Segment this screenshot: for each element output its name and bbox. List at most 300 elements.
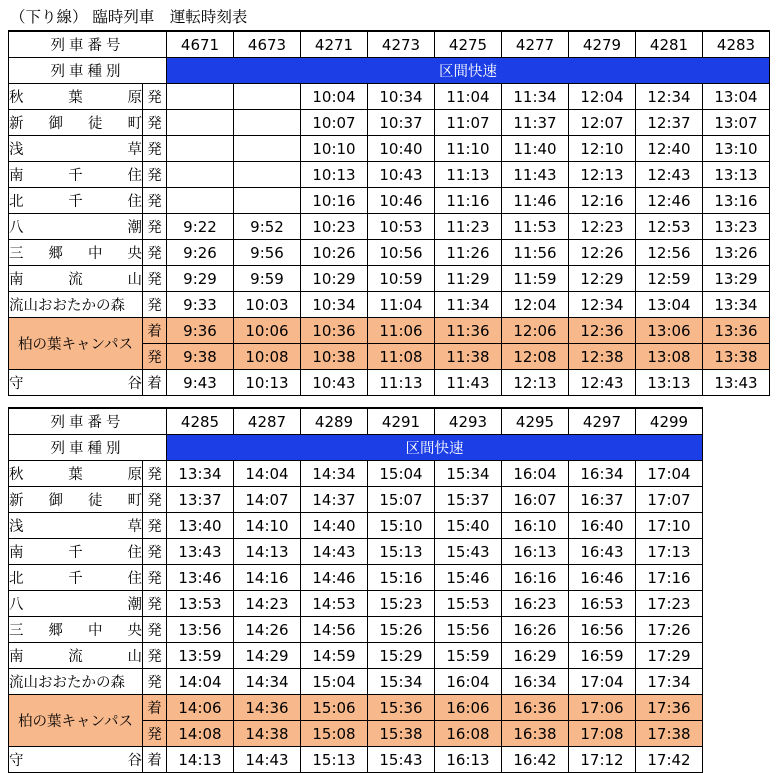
- train-type-row: [9, 435, 703, 461]
- time-cell: 11:36: [435, 318, 502, 344]
- time-cell: 14:26: [234, 617, 301, 643]
- time-cell: 17:13: [636, 539, 703, 565]
- time-cell: [167, 136, 234, 162]
- time-cell: 14:37: [301, 487, 368, 513]
- time-cell: 13:38: [703, 344, 770, 370]
- train-number: 4297: [569, 408, 636, 435]
- time-cell: 12:13: [502, 370, 569, 396]
- time-cell: 13:37: [167, 487, 234, 513]
- time-cell: 16:38: [502, 721, 569, 747]
- train-number: 4275: [435, 31, 502, 58]
- station-row: [9, 292, 770, 318]
- time-cell: 15:59: [435, 643, 502, 669]
- time-cell: 12:43: [636, 162, 703, 188]
- time-cell: 9:26: [167, 240, 234, 266]
- time-cell: 9:52: [234, 214, 301, 240]
- time-cell: 13:46: [167, 565, 234, 591]
- direction-label: 発: [143, 721, 167, 747]
- direction-label: 発: [143, 539, 167, 565]
- time-cell: 11:16: [435, 188, 502, 214]
- time-cell: 13:08: [636, 344, 703, 370]
- time-cell: 14:10: [234, 513, 301, 539]
- time-cell: [167, 188, 234, 214]
- time-cell: 11:34: [502, 84, 569, 110]
- time-cell: 10:04: [301, 84, 368, 110]
- time-cell: 10:26: [301, 240, 368, 266]
- time-cell: 12:46: [636, 188, 703, 214]
- station-name: 流山おおたかの森: [9, 292, 143, 318]
- time-cell: 13:40: [167, 513, 234, 539]
- time-cell: 9:36: [167, 318, 234, 344]
- time-cell: 10:59: [368, 266, 435, 292]
- time-cell: 14:29: [234, 643, 301, 669]
- time-cell: 15:13: [368, 539, 435, 565]
- time-cell: 15:07: [368, 487, 435, 513]
- time-cell: 17:04: [569, 669, 636, 695]
- time-cell: 10:07: [301, 110, 368, 136]
- time-cell: 12:04: [502, 292, 569, 318]
- direction-label: 発: [143, 513, 167, 539]
- time-cell: 12:07: [569, 110, 636, 136]
- time-cell: 11:29: [435, 266, 502, 292]
- time-cell: 10:23: [301, 214, 368, 240]
- time-cell: 12:26: [569, 240, 636, 266]
- time-cell: 14:34: [301, 461, 368, 487]
- time-cell: 16:07: [502, 487, 569, 513]
- time-cell: 12:10: [569, 136, 636, 162]
- time-cell: 13:13: [636, 370, 703, 396]
- page-title: （下り線） 臨時列車 運転時刻表: [10, 8, 248, 26]
- time-cell: 16:26: [502, 617, 569, 643]
- station-row: [9, 84, 770, 110]
- direction-label: 発: [143, 617, 167, 643]
- time-cell: 13:43: [167, 539, 234, 565]
- train-type-header: 列車種別: [9, 58, 167, 84]
- time-cell: 10:08: [234, 344, 301, 370]
- direction-label: 発: [143, 84, 167, 110]
- time-cell: 10:46: [368, 188, 435, 214]
- time-cell: 17:08: [569, 721, 636, 747]
- station-name: 浅草: [9, 136, 143, 162]
- time-cell: 10:10: [301, 136, 368, 162]
- time-cell: 16:13: [435, 747, 502, 773]
- train-number: 4671: [167, 31, 234, 58]
- station-name: 柏の葉キャンパス: [9, 695, 143, 747]
- time-cell: 15:56: [435, 617, 502, 643]
- time-cell: 15:43: [435, 539, 502, 565]
- station-row: [9, 487, 703, 513]
- kashiwa-arrival-row: [9, 695, 703, 721]
- direction-label: 発: [143, 214, 167, 240]
- time-cell: 15:04: [301, 669, 368, 695]
- direction-label: 発: [143, 266, 167, 292]
- time-cell: 11:43: [502, 162, 569, 188]
- station-row: [9, 266, 770, 292]
- time-cell: 14:04: [234, 461, 301, 487]
- time-cell: 12:08: [502, 344, 569, 370]
- time-cell: 15:37: [435, 487, 502, 513]
- time-cell: 14:38: [234, 721, 301, 747]
- direction-label: 発: [143, 110, 167, 136]
- time-cell: 17:16: [636, 565, 703, 591]
- train-number-header: 列車番号: [9, 408, 167, 435]
- time-cell: 15:06: [301, 695, 368, 721]
- direction-label: 発: [143, 188, 167, 214]
- station-name: 守谷: [9, 747, 143, 773]
- time-cell: 14:43: [234, 747, 301, 773]
- time-cell: 16:34: [502, 669, 569, 695]
- time-cell: 11:34: [435, 292, 502, 318]
- time-cell: 13:26: [703, 240, 770, 266]
- direction-label: 着: [143, 747, 167, 773]
- train-number: 4285: [167, 408, 234, 435]
- time-cell: 11:53: [502, 214, 569, 240]
- time-cell: 16:59: [569, 643, 636, 669]
- station-name: 秋葉原: [9, 84, 143, 110]
- station-name: 八潮: [9, 591, 143, 617]
- train-number-header: 列車番号: [9, 31, 167, 58]
- time-cell: 16:29: [502, 643, 569, 669]
- direction-label: 着: [143, 318, 167, 344]
- time-cell: 14:59: [301, 643, 368, 669]
- time-cell: 15:10: [368, 513, 435, 539]
- time-cell: 10:43: [368, 162, 435, 188]
- time-cell: 15:13: [301, 747, 368, 773]
- time-cell: 12:34: [636, 84, 703, 110]
- time-cell: 17:23: [636, 591, 703, 617]
- time-cell: 16:16: [502, 565, 569, 591]
- time-cell: 16:56: [569, 617, 636, 643]
- train-number: 4277: [502, 31, 569, 58]
- time-cell: [167, 84, 234, 110]
- time-cell: 14:13: [234, 539, 301, 565]
- direction-label: 発: [143, 669, 167, 695]
- direction-label: 発: [143, 344, 167, 370]
- time-cell: 16:36: [502, 695, 569, 721]
- time-cell: 14:04: [167, 669, 234, 695]
- time-cell: 9:33: [167, 292, 234, 318]
- timetable-lower: [8, 407, 703, 773]
- train-number: 4673: [234, 31, 301, 58]
- station-name: 北千住: [9, 188, 143, 214]
- time-cell: [167, 162, 234, 188]
- station-row: [9, 617, 703, 643]
- time-cell: 16:08: [435, 721, 502, 747]
- time-cell: 14:56: [301, 617, 368, 643]
- time-cell: 13:43: [703, 370, 770, 396]
- time-cell: 11:40: [502, 136, 569, 162]
- time-cell: 10:40: [368, 136, 435, 162]
- time-cell: 14:34: [234, 669, 301, 695]
- time-cell: 17:42: [636, 747, 703, 773]
- time-cell: 12:43: [569, 370, 636, 396]
- time-cell: 11:13: [435, 162, 502, 188]
- train-number: 4287: [234, 408, 301, 435]
- time-cell: 12:29: [569, 266, 636, 292]
- train-number: 4295: [502, 408, 569, 435]
- direction-label: 着: [143, 695, 167, 721]
- time-cell: 16:42: [502, 747, 569, 773]
- time-cell: 13:56: [167, 617, 234, 643]
- station-row: [9, 162, 770, 188]
- station-row: [9, 188, 770, 214]
- train-number: 4279: [569, 31, 636, 58]
- time-cell: 9:38: [167, 344, 234, 370]
- direction-label: 着: [143, 370, 167, 396]
- direction-label: 発: [143, 292, 167, 318]
- time-cell: 11:13: [368, 370, 435, 396]
- time-cell: 14:53: [301, 591, 368, 617]
- train-type-badge: 区間快速: [167, 58, 770, 84]
- time-cell: 16:23: [502, 591, 569, 617]
- direction-label: 発: [143, 136, 167, 162]
- time-cell: 14:43: [301, 539, 368, 565]
- time-cell: 10:34: [301, 292, 368, 318]
- time-cell: 17:26: [636, 617, 703, 643]
- time-cell: 9:56: [234, 240, 301, 266]
- time-cell: 10:43: [301, 370, 368, 396]
- time-cell: 12:13: [569, 162, 636, 188]
- time-cell: 16:34: [569, 461, 636, 487]
- time-cell: 11:37: [502, 110, 569, 136]
- time-cell: 10:37: [368, 110, 435, 136]
- time-cell: 14:36: [234, 695, 301, 721]
- station-row: [9, 669, 703, 695]
- time-cell: 17:10: [636, 513, 703, 539]
- station-row: [9, 539, 703, 565]
- time-cell: 14:16: [234, 565, 301, 591]
- time-cell: 15:04: [368, 461, 435, 487]
- time-cell: [234, 188, 301, 214]
- station-row: [9, 240, 770, 266]
- time-cell: 13:07: [703, 110, 770, 136]
- time-cell: 12:04: [569, 84, 636, 110]
- time-cell: 11:08: [368, 344, 435, 370]
- station-name: 南千住: [9, 162, 143, 188]
- train-type-row: [9, 58, 770, 84]
- time-cell: 14:08: [167, 721, 234, 747]
- time-cell: 16:46: [569, 565, 636, 591]
- time-cell: 9:43: [167, 370, 234, 396]
- train-number: 4283: [703, 31, 770, 58]
- station-name: 三郷中央: [9, 240, 143, 266]
- train-number: 4271: [301, 31, 368, 58]
- time-cell: 17:36: [636, 695, 703, 721]
- time-cell: 17:38: [636, 721, 703, 747]
- time-cell: 13:53: [167, 591, 234, 617]
- train-type-header: 列車種別: [9, 435, 167, 461]
- time-cell: 16:43: [569, 539, 636, 565]
- time-cell: 11:04: [435, 84, 502, 110]
- time-cell: 13:34: [703, 292, 770, 318]
- time-cell: 15:26: [368, 617, 435, 643]
- station-name: 守谷: [9, 370, 143, 396]
- time-cell: 12:56: [636, 240, 703, 266]
- train-number: 4289: [301, 408, 368, 435]
- time-cell: 14:46: [301, 565, 368, 591]
- kashiwa-arrival-row: [9, 318, 770, 344]
- station-row: [9, 513, 703, 539]
- time-cell: 14:13: [167, 747, 234, 773]
- station-row: [9, 214, 770, 240]
- train-number: 4291: [368, 408, 435, 435]
- station-row: [9, 747, 703, 773]
- train-number: 4273: [368, 31, 435, 58]
- time-cell: 13:06: [636, 318, 703, 344]
- time-cell: 13:10: [703, 136, 770, 162]
- direction-label: 発: [143, 487, 167, 513]
- train-type-badge: 区間快速: [167, 435, 703, 461]
- time-cell: 15:40: [435, 513, 502, 539]
- station-row: [9, 643, 703, 669]
- direction-label: 発: [143, 461, 167, 487]
- time-cell: [167, 110, 234, 136]
- time-cell: 16:10: [502, 513, 569, 539]
- direction-label: 発: [143, 240, 167, 266]
- time-cell: 10:03: [234, 292, 301, 318]
- time-cell: 10:34: [368, 84, 435, 110]
- time-cell: 13:13: [703, 162, 770, 188]
- station-name: 新御徒町: [9, 487, 143, 513]
- time-cell: 11:43: [435, 370, 502, 396]
- time-cell: 16:04: [435, 669, 502, 695]
- time-cell: 15:43: [368, 747, 435, 773]
- time-cell: 10:13: [234, 370, 301, 396]
- time-cell: 9:29: [167, 266, 234, 292]
- time-cell: 10:13: [301, 162, 368, 188]
- time-cell: 11:10: [435, 136, 502, 162]
- time-cell: 15:08: [301, 721, 368, 747]
- time-cell: 15:36: [368, 695, 435, 721]
- time-cell: 15:46: [435, 565, 502, 591]
- time-cell: 14:40: [301, 513, 368, 539]
- time-cell: 11:06: [368, 318, 435, 344]
- time-cell: 16:53: [569, 591, 636, 617]
- time-cell: 11:04: [368, 292, 435, 318]
- time-cell: [234, 136, 301, 162]
- time-cell: 11:56: [502, 240, 569, 266]
- time-cell: 14:23: [234, 591, 301, 617]
- time-cell: 13:16: [703, 188, 770, 214]
- time-cell: 15:34: [435, 461, 502, 487]
- time-cell: 13:23: [703, 214, 770, 240]
- time-cell: [234, 110, 301, 136]
- time-cell: 16:04: [502, 461, 569, 487]
- station-name: 三郷中央: [9, 617, 143, 643]
- station-name: 南流山: [9, 266, 143, 292]
- station-row: [9, 565, 703, 591]
- time-cell: 11:26: [435, 240, 502, 266]
- train-number-row: [9, 408, 703, 435]
- time-cell: 17:04: [636, 461, 703, 487]
- time-cell: 10:53: [368, 214, 435, 240]
- direction-label: 発: [143, 162, 167, 188]
- time-cell: 15:16: [368, 565, 435, 591]
- time-cell: 17:29: [636, 643, 703, 669]
- time-cell: 13:04: [703, 84, 770, 110]
- time-cell: 12:37: [636, 110, 703, 136]
- time-cell: 12:40: [636, 136, 703, 162]
- station-name: 八潮: [9, 214, 143, 240]
- train-number-row: [9, 31, 770, 58]
- station-row: [9, 110, 770, 136]
- station-row: [9, 591, 703, 617]
- time-cell: 14:06: [167, 695, 234, 721]
- time-cell: 12:16: [569, 188, 636, 214]
- time-cell: 15:34: [368, 669, 435, 695]
- time-cell: 16:13: [502, 539, 569, 565]
- time-cell: 16:37: [569, 487, 636, 513]
- time-cell: 15:29: [368, 643, 435, 669]
- time-cell: 12:53: [636, 214, 703, 240]
- time-cell: 17:12: [569, 747, 636, 773]
- time-cell: 13:34: [167, 461, 234, 487]
- station-row: [9, 461, 703, 487]
- time-cell: 10:38: [301, 344, 368, 370]
- time-cell: 12:06: [502, 318, 569, 344]
- time-cell: 10:06: [234, 318, 301, 344]
- station-name: 秋葉原: [9, 461, 143, 487]
- time-cell: 9:22: [167, 214, 234, 240]
- time-cell: 9:59: [234, 266, 301, 292]
- train-number: 4299: [636, 408, 703, 435]
- time-cell: 12:36: [569, 318, 636, 344]
- station-name: 浅草: [9, 513, 143, 539]
- station-name: 流山おおたかの森: [9, 669, 143, 695]
- time-cell: 13:29: [703, 266, 770, 292]
- time-cell: 10:16: [301, 188, 368, 214]
- time-cell: 12:59: [636, 266, 703, 292]
- time-cell: 11:07: [435, 110, 502, 136]
- time-cell: 13:59: [167, 643, 234, 669]
- time-cell: 11:59: [502, 266, 569, 292]
- time-cell: 17:06: [569, 695, 636, 721]
- time-cell: [234, 162, 301, 188]
- time-cell: [234, 84, 301, 110]
- time-cell: 10:29: [301, 266, 368, 292]
- time-cell: 12:38: [569, 344, 636, 370]
- station-name: 南千住: [9, 539, 143, 565]
- time-cell: 12:34: [569, 292, 636, 318]
- time-cell: 12:23: [569, 214, 636, 240]
- direction-label: 発: [143, 565, 167, 591]
- time-cell: 13:36: [703, 318, 770, 344]
- time-cell: 15:38: [368, 721, 435, 747]
- time-cell: 10:36: [301, 318, 368, 344]
- time-cell: 11:46: [502, 188, 569, 214]
- timetable-upper: [8, 30, 770, 396]
- time-cell: 15:53: [435, 591, 502, 617]
- time-cell: 16:06: [435, 695, 502, 721]
- station-name: 新御徒町: [9, 110, 143, 136]
- train-number: 4281: [636, 31, 703, 58]
- station-name: 北千住: [9, 565, 143, 591]
- station-name: 南流山: [9, 643, 143, 669]
- station-name: 柏の葉キャンパス: [9, 318, 143, 370]
- time-cell: 14:07: [234, 487, 301, 513]
- time-cell: 15:23: [368, 591, 435, 617]
- time-cell: 13:04: [636, 292, 703, 318]
- time-cell: 10:56: [368, 240, 435, 266]
- train-number: 4293: [435, 408, 502, 435]
- time-cell: 11:38: [435, 344, 502, 370]
- station-row: [9, 370, 770, 396]
- time-cell: 17:07: [636, 487, 703, 513]
- station-row: [9, 136, 770, 162]
- time-cell: 11:23: [435, 214, 502, 240]
- direction-label: 発: [143, 643, 167, 669]
- time-cell: 16:40: [569, 513, 636, 539]
